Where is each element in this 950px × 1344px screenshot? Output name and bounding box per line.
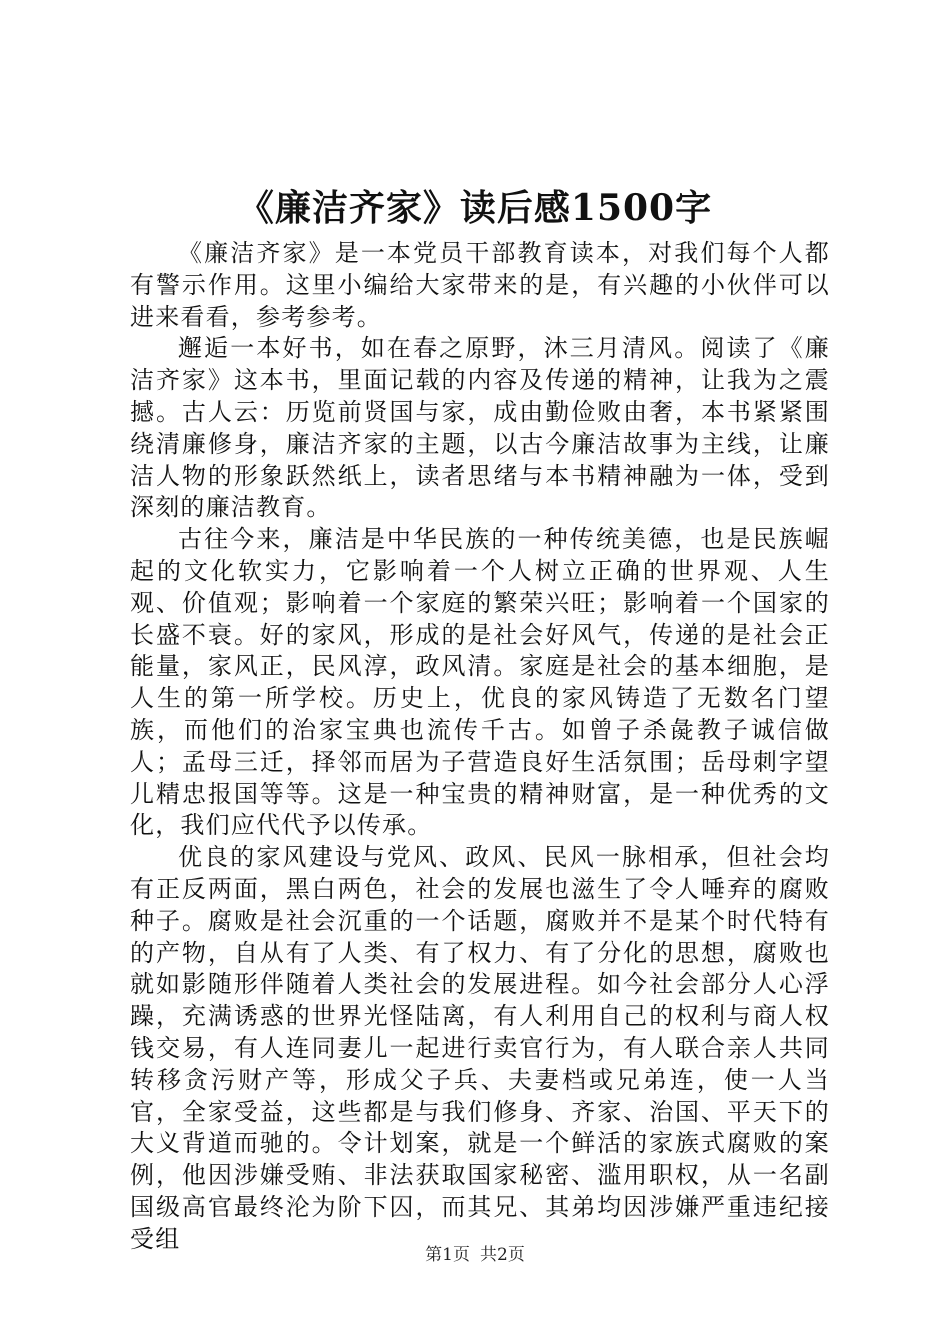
paragraph-corruption: 优良的家风建设与党风、政风、民风一脉相承，但社会均有正反两面，黑白两色，社会的发展也滋生了令人唾弃的腐败种子。腐败是社会沉重的一个话题，腐败并不是某个时代特有的产物，自从有了人类、有了权力、有了分化的思想，腐败也就如影随形伴随着人类社会的发展进程。如今社会部分人心浮躁，充满诱惑的世界光怪陆离，有人利用自己的权利与商人权钱交易，有人连同妻儿一起进行卖官行为，有人联合亲人共同转移贪污财产等，形成父子兵、夫妻档或兄弟连，使一人当官，全家受益，这些都是与我们修身、齐家、治国、平天下的大义背道而驰的。令计划案，就是一个鲜活的家族式腐败的案例，他因涉嫌受贿、非法获取国家秘密、滥用职权，从一名副国级高官最终沦为阶下囚，而其兄、其弟均因涉嫌严重违纪接受组 <box>130 843 830 1253</box>
document-title: 《廉洁齐家》读后感1500字 <box>237 187 713 229</box>
paragraph-encounter: 邂逅一本好书，如在春之原野，沐三月清风。阅读了《廉洁齐家》这本书，里面记载的内容及传递的精神，让我为之震撼。古人云：历览前贤国与家，成由勤俭败由奢，本书紧紧围绕清廉修身，廉洁齐家的主题，以古今廉洁故事为主线，让廉洁人物的形象跃然纸上，读者思绪与本书精神融为一体，受到深刻的廉洁教育。 <box>130 334 830 522</box>
page-number-current: 第1页 <box>425 1245 470 1265</box>
paragraph-tradition: 古往今来，廉洁是中华民族的一种传统美德，也是民族崛起的文化软实力，它影响着一个人树立正确的世界观、人生观、价值观；影响着一个家庭的繁荣兴旺；影响着一个国家的长盛不衰。好的家风，形成的是社会好风气，传递的是社会正能量，家风正，民风淳，政风清。家庭是社会的基本细胞，是人生的第一所学校。历史上，优良的家风铸造了无数名门望族，而他们的治家宝典也流传千古。如曾子杀彘教子诚信做人；孟母三迁，择邻而居为子营造良好生活氛围；岳母刺字望儿精忠报国等等。这是一种宝贵的精神财富，是一种优秀的文化，我们应代代予以传承。 <box>130 525 830 840</box>
page-number-total: 共2页 <box>480 1245 525 1265</box>
document-body <box>130 238 830 1256</box>
page-footer <box>0 1243 950 1267</box>
paragraph-intro: 《廉洁齐家》是一本党员干部教育读本，对我们每个人都有警示作用。这里小编给大家带来的是，有兴趣的小伙伴可以进来看看，参考参考。 <box>130 239 830 331</box>
